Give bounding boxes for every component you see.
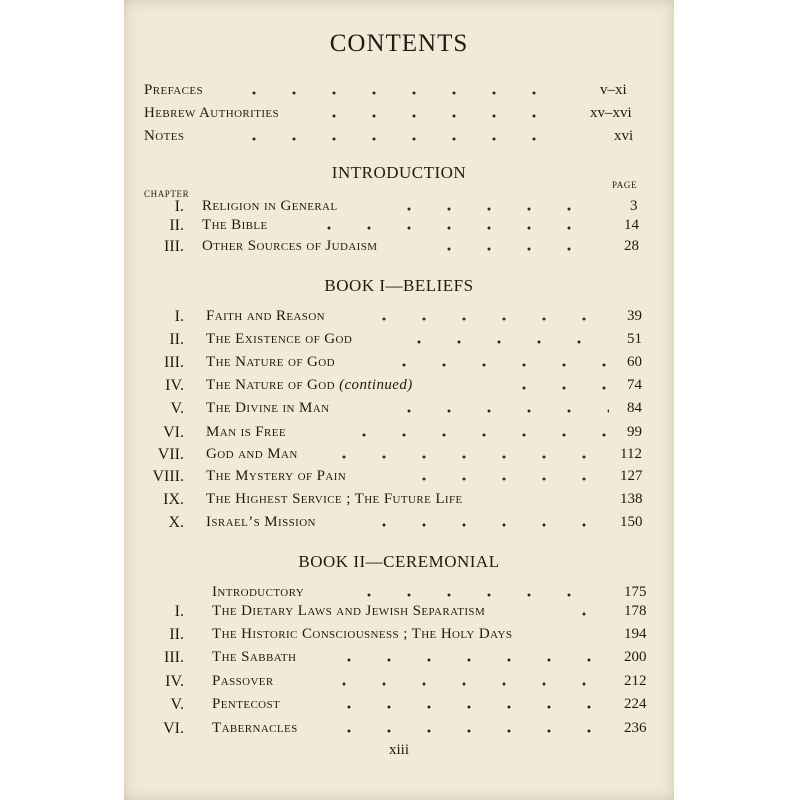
- page-number: 28: [624, 238, 639, 254]
- chapter-number: III.: [164, 354, 184, 371]
- entry-title: God and Man: [206, 446, 298, 462]
- chapter-number: VII.: [157, 446, 184, 463]
- entry-title: The Dietary Laws and Jewish Separatism: [212, 603, 486, 619]
- page-number: 51: [627, 331, 642, 347]
- entry-title: The Bible: [202, 217, 268, 233]
- dot-leader: [329, 657, 604, 663]
- toc-entry: [124, 400, 674, 422]
- toc-entry: [124, 696, 674, 718]
- chapter-number: II.: [169, 626, 184, 643]
- entry-title: Israel’s Mission: [206, 514, 316, 530]
- page-number: 84: [627, 400, 642, 416]
- toc-entry: [124, 468, 674, 490]
- chapter-number: VI.: [163, 720, 184, 737]
- dot-leader: [364, 316, 609, 322]
- chapter-number: IV.: [165, 673, 184, 690]
- dot-leader: [504, 385, 609, 391]
- toc-entry: [124, 82, 674, 104]
- page-title: CONTENTS: [329, 30, 469, 57]
- toc-entry: [124, 377, 674, 399]
- dot-leader: [344, 432, 609, 438]
- toc-entry: [124, 626, 674, 648]
- dot-leader: [329, 704, 604, 710]
- entry-title: Introductory: [212, 584, 305, 600]
- entry-title: The Mystery of Pain: [206, 468, 347, 484]
- dot-leader: [389, 206, 604, 212]
- dot-leader: [349, 592, 604, 598]
- toc-entry: [124, 217, 674, 239]
- entry-title: The Highest Service ; The Future Life: [206, 491, 463, 507]
- dot-leader: [324, 454, 604, 460]
- entry-title: The Existence of God: [206, 331, 353, 347]
- page-number: 194: [624, 626, 647, 642]
- toc-entry: [124, 128, 674, 150]
- entry-title-main: The Nature of God: [206, 377, 335, 393]
- page-number: 200: [624, 649, 647, 665]
- page-number: 236: [624, 720, 647, 736]
- entry-title: Passover: [212, 673, 274, 689]
- dot-leader: [564, 611, 604, 617]
- entry-title: Tabernacles: [212, 720, 298, 736]
- page-number: 127: [620, 468, 643, 484]
- entry-title: The Divine in Man: [206, 400, 330, 416]
- toc-entry: [124, 720, 674, 742]
- page-number: 3: [630, 198, 638, 214]
- entry-title-suffix: (continued): [339, 377, 413, 393]
- toc-entry: [124, 238, 674, 260]
- toc-entry: [124, 673, 674, 695]
- chapter-number: II.: [169, 217, 184, 234]
- page-number: 138: [620, 491, 643, 507]
- entry-title: Pentecost: [212, 696, 281, 712]
- entry-title: The Nature of God: [206, 354, 335, 370]
- page-number: 175: [624, 584, 647, 600]
- entry-title: The Historic Consciousness ; The Holy Days: [212, 626, 513, 642]
- entry-title: Faith and Reason: [206, 308, 326, 324]
- dot-leader: [309, 225, 604, 231]
- toc-entry: [124, 514, 674, 536]
- dot-leader: [234, 90, 564, 96]
- book-page: [124, 0, 674, 800]
- chapter-number: IV.: [165, 377, 184, 394]
- toc-entry: [124, 424, 674, 446]
- page-number: 224: [624, 696, 647, 712]
- page-number: xv–xvi: [590, 105, 632, 121]
- page-number: 39: [627, 308, 642, 324]
- chapter-number: I.: [174, 603, 184, 620]
- entry-title: Man is Free: [206, 424, 287, 440]
- page-number: 99: [627, 424, 642, 440]
- entry-title: The Sabbath: [212, 649, 297, 665]
- entry-title: Religion in General: [202, 198, 338, 214]
- page-number: 60: [627, 354, 642, 370]
- book2-heading: BOOK II—CEREMONIAL: [298, 552, 500, 571]
- page-number: xvi: [614, 128, 634, 144]
- dot-leader: [324, 681, 604, 687]
- chapter-label: CHAPTER: [144, 189, 190, 199]
- chapter-number: X.: [168, 514, 184, 531]
- toc-entry: [124, 649, 674, 671]
- chapter-number: VI.: [163, 424, 184, 441]
- page-number: 212: [624, 673, 647, 689]
- chapter-number: VIII.: [152, 468, 184, 485]
- entry-title: [206, 377, 413, 394]
- dot-leader: [384, 362, 609, 368]
- chapter-number: II.: [169, 331, 184, 348]
- book1-heading: BOOK I—BELIEFS: [324, 276, 474, 295]
- toc-entry: [124, 105, 674, 127]
- page-number: 14: [624, 217, 639, 233]
- dot-leader: [404, 476, 604, 482]
- introduction-heading: INTRODUCTION: [331, 163, 467, 182]
- chapter-number: III.: [164, 238, 184, 255]
- toc-entry: [124, 331, 674, 353]
- chapter-number: IX.: [163, 491, 184, 508]
- dot-leader: [399, 339, 609, 345]
- dot-leader: [234, 136, 564, 142]
- toc-entry: [124, 308, 674, 330]
- toc-entry: [124, 446, 674, 468]
- entry-title: Prefaces: [144, 82, 204, 98]
- page-number: 112: [620, 446, 642, 462]
- dot-leader: [329, 728, 604, 734]
- page-label: PAGE: [612, 180, 638, 190]
- entry-title: Hebrew Authorities: [144, 105, 280, 121]
- page-number: 150: [620, 514, 643, 530]
- dot-leader: [389, 408, 609, 414]
- entry-title: Other Sources of Judaism: [202, 238, 378, 254]
- chapter-number: V.: [170, 400, 184, 417]
- entry-title: Notes: [144, 128, 185, 144]
- dot-leader: [314, 113, 564, 119]
- folio-page-number: xiii: [388, 742, 409, 758]
- dot-leader: [429, 246, 604, 252]
- page-number: 178: [624, 603, 647, 619]
- page-number: 74: [627, 377, 642, 393]
- chapter-number: III.: [164, 649, 184, 666]
- toc-entry: [124, 354, 674, 376]
- toc-entry: [124, 603, 674, 625]
- chapter-number: I.: [174, 308, 184, 325]
- dot-leader: [364, 522, 604, 528]
- chapter-number: V.: [170, 696, 184, 713]
- toc-entry: [124, 491, 674, 513]
- chapter-number: I.: [174, 198, 184, 215]
- page-number: v–xi: [600, 82, 627, 98]
